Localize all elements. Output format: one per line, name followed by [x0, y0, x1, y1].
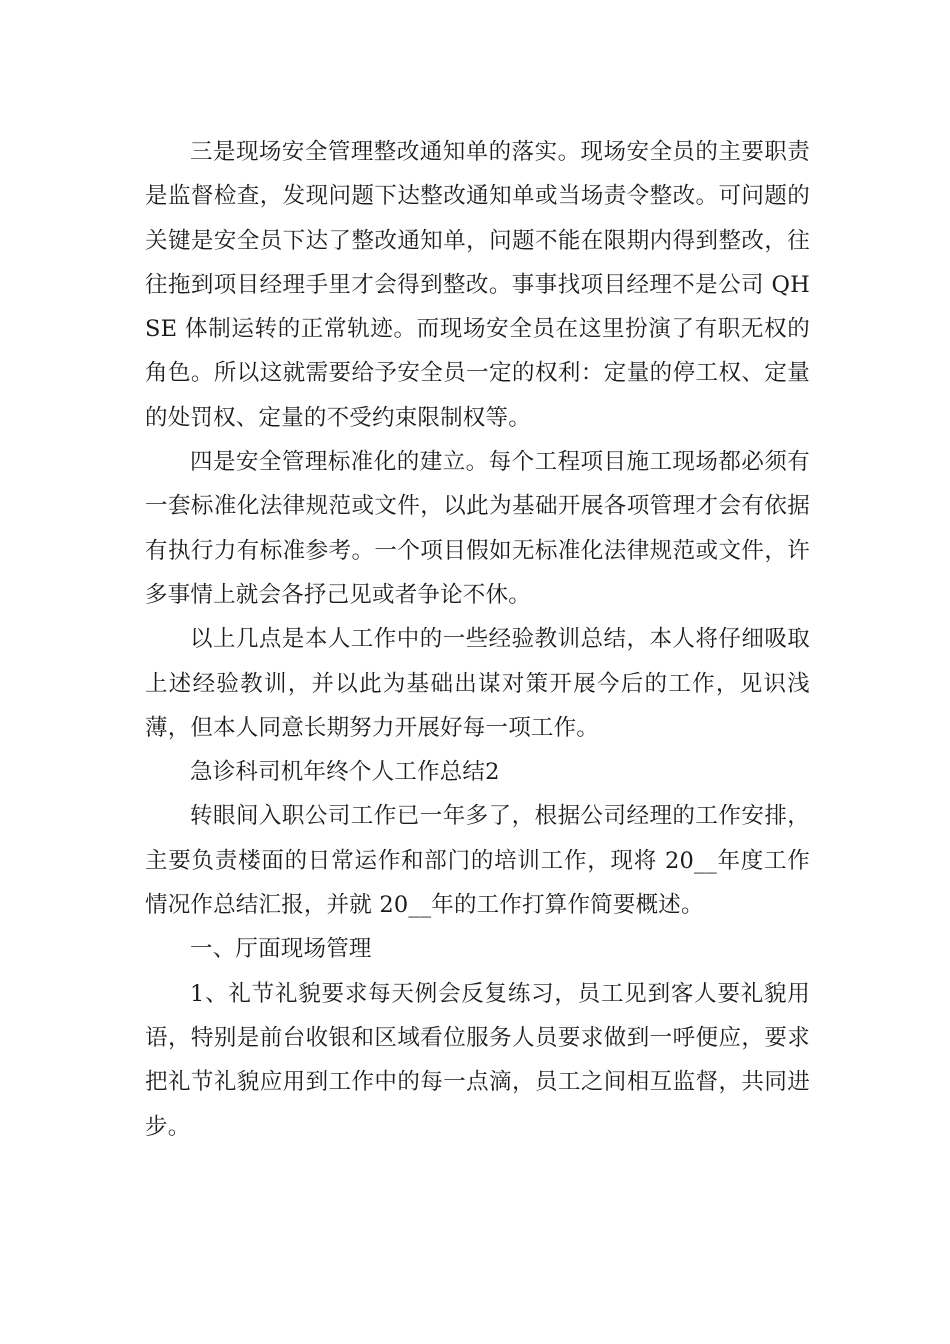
paragraph-standardization: 四是安全管理标准化的建立。每个工程项目施工现场都必须有一套标准化法律规范或文件，以此为基础开展各项管理才会有依据有执行力有标准参考。一个项目假如无标准化法律规范或文件，许多事情上就会各抒己见或者争论不休。 — [145, 449, 810, 608]
paragraph-intro: 转眼间入职公司工作已一年多了，根据公司经理的工作安排，主要负责楼面的日常运作和部门的培训工作，现将 20__年度工作情况作总结汇报，并就 20__年的工作打算作简要概述。 — [145, 803, 810, 919]
paragraph-summary: 以上几点是本人工作中的一些经验教训总结，本人将仔细吸取上述经验教训，并以此为基础出谋对策开展今后的工作，见识浅薄，但本人同意长期努力开展好每一项工作。 — [145, 626, 810, 741]
paragraph-safety-notice: 三是现场安全管理整改通知单的落实。现场安全员的主要职责是监督检查，发现问题下达整改通知单或当场责令整改。可问题的关键是安全员下达了整改通知单，问题不能在限期内得到整改，往往拖到项目经理手里才会得到整改。事事找项目经理不是公司 QHSE 体制运转的正常轨迹。而现场安全员在这里扮演了有职无权的角色。所以这就需要给予安全员一定的权利：定量的停工权、定量的处罚权、定量的不受约束限制权等。 — [145, 139, 810, 431]
paragraph-etiquette: 1、礼节礼貌要求每天例会反复练习，员工见到客人要礼貌用语，特别是前台收银和区域看位服务人员要求做到一呼便应，要求把礼节礼貌应用到工作中的每一点滴，员工之间相互监督，共同进步。 — [145, 980, 810, 1140]
section-heading: 一、厅面现场管理 — [190, 936, 372, 963]
document-body — [145, 130, 810, 1149]
section-title: 急诊科司机年终个人工作总结2 — [190, 759, 500, 786]
